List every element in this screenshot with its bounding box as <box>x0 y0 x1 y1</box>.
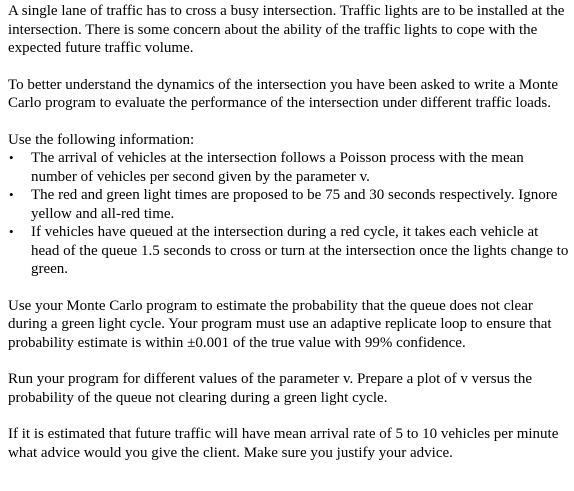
paragraph-gap <box>8 279 570 297</box>
information-bullet-list <box>8 149 570 279</box>
paragraph-monte-carlo-requirement: Use your Monte Carlo program to estimate the probability that the queue does not clear during a green light cycle. Your program must use an adaptive replicate loop to ensure that probability estimate is within ±0.001 of the true value with 99% confidence. <box>8 297 552 351</box>
bullet-icon: • <box>9 150 14 165</box>
bullet-text: The red and green light times are proposed to be 75 and 30 seconds respectively. Ignore yellow and all-red time. <box>31 187 558 222</box>
paragraph-gap <box>8 113 570 131</box>
paragraph-gap <box>8 58 570 76</box>
paragraph-gap <box>8 407 570 425</box>
paragraph-information-intro: Use the following information: <box>8 131 195 148</box>
paragraph-advice-question: If it is estimated that future traffic will have mean arrival rate of 5 to 10 vehicles per minute what advice would you give the client. Make sure you justify your advice. <box>8 426 559 461</box>
bullet-icon: • <box>9 224 14 239</box>
bullet-item-queue-clearance <box>8 223 570 279</box>
paragraph-gap <box>8 352 570 370</box>
bullet-item-light-times <box>8 186 570 223</box>
bullet-text: If vehicles have queued at the intersection during a red cycle, it takes each vehicle at head of the queue 1.5 seconds to cross or turn at the intersection once the lights change to green. <box>31 224 569 277</box>
bullet-text: The arrival of vehicles at the intersection follows a Poisson process with the mean number of vehicles per second given by the parameter v. <box>31 150 524 185</box>
paragraph-task-description: To better understand the dynamics of the intersection you have been asked to write a Monte Carlo program to evaluate the performance of the intersection under different traffic loads. <box>8 76 559 111</box>
paragraph-plot-instruction: Run your program for different values of the parameter v. Prepare a plot of v versus the probability of the queue not clearing during a green light cycle. <box>8 371 532 406</box>
bullet-item-arrival <box>8 149 570 186</box>
bullet-icon: • <box>9 187 14 202</box>
paragraph-problem-statement: A single lane of traffic has to cross a busy intersection. Traffic lights are to be installed at the intersection. There is some concern about the ability of the traffic lights to cope with the expected future traffic volume. <box>8 3 565 56</box>
